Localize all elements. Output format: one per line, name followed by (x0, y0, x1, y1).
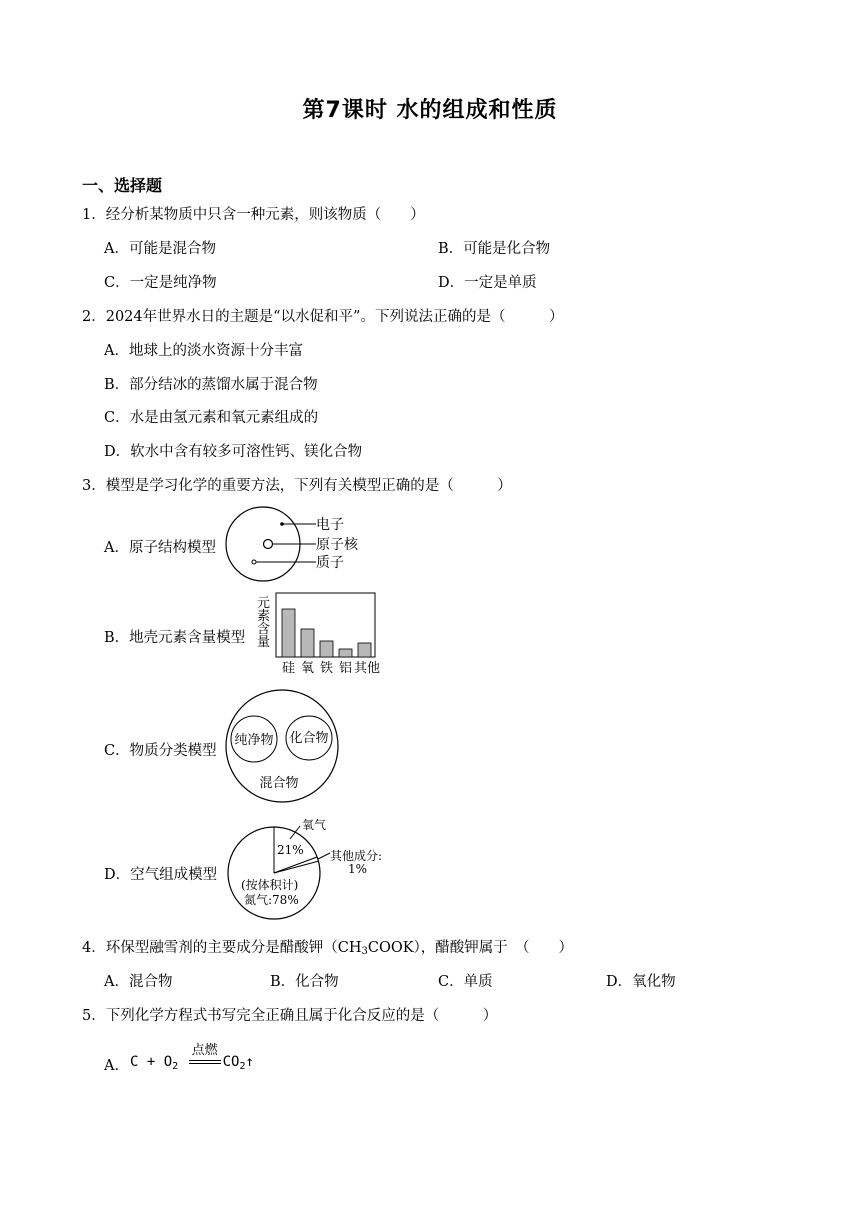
q3-option-b: B．地壳元素含量模型 (104, 630, 246, 646)
label-mixture: 混合物 (259, 776, 299, 791)
section-heading: 一、选择题 (82, 176, 163, 195)
q1-option-a: A．可能是混合物 (104, 241, 216, 257)
q4-stem: 4．环保型融雪剂的主要成分是醋酸钾（CH3COOK），醋酸钾属于 （ ） (82, 940, 574, 957)
pie-label-other-pct: 1% (348, 862, 368, 876)
q1-option-d: D．一定是单质 (438, 275, 537, 291)
reaction-condition: 点燃 (191, 1043, 218, 1058)
q1-option-b: B．可能是化合物 (438, 241, 551, 257)
q5-equation: $C + O_2$ 点燃 $CO_2↑$ (130, 1054, 254, 1072)
pie-label-nitrogen: 氮气:78% (244, 893, 299, 907)
crust-bar-4 (358, 643, 371, 657)
q3-option-c: C．物质分类模型 (104, 743, 217, 759)
pie-label-oxygen: 氧气 (302, 818, 327, 832)
crust-tick-3: 铝 (338, 661, 353, 676)
q1-stem: 1．经分析某物质中只含一种元素，则该物质（ ） (82, 207, 425, 223)
air-composition-pie (224, 815, 394, 915)
label-compound: 化合物 (289, 731, 329, 746)
label-pure: 纯净物 (234, 733, 274, 748)
atom-label-proton: 质子 (316, 555, 344, 571)
crust-tick-4: 其他 (354, 661, 381, 676)
crust-bar-3 (339, 649, 352, 657)
pie-label-oxygen-pct: 21% (277, 843, 304, 857)
q2-option-a: A．地球上的淡水资源十分丰富 (104, 343, 303, 359)
page-title: 第7课时 水的组成和性质 (302, 98, 558, 123)
pie-label-other: 其他成分: (330, 849, 383, 863)
q4-option-b: B．化合物 (270, 974, 339, 990)
q5-stem: 5．下列化学方程式书写完全正确且属于化合反应的是（ ） (82, 1008, 498, 1024)
atom-label-nucleus: 原子核 (316, 537, 358, 553)
crust-ylabel-1: 素 (257, 609, 271, 624)
crust-bar-1 (301, 629, 314, 657)
crust-tick-0: 硅 (281, 661, 296, 676)
q2-stem: 2．2024年世界水日的主题是“以水促和平”。下列说法正确的是（ ） (82, 309, 564, 325)
q3-option-a: A．原子结构模型 (104, 540, 216, 556)
q3-stem: 3．模型是学习化学的重要方法，下列有关模型正确的是（ ） (82, 478, 512, 494)
q4-option-c: C．单质 (438, 974, 493, 990)
q2-option-d: D．软水中含有较多可溶性钙、镁化合物 (104, 444, 363, 460)
atom-label-electron: 电子 (316, 517, 344, 533)
crust-bar-2 (320, 641, 333, 657)
q2-option-b: B．部分结冰的蒸馏水属于混合物 (104, 377, 318, 393)
q2-option-c: C．水是由氢元素和氧元素组成的 (104, 410, 319, 426)
q4-option-a: A．混合物 (104, 974, 173, 990)
crust-ylabel-2: 含 (257, 622, 271, 637)
crust-bar-0 (282, 609, 295, 657)
atom-model-figure (224, 505, 374, 585)
q5-option-a-label: A． (104, 1058, 129, 1074)
pie-label-note: (按体积计) (241, 878, 299, 892)
q3-option-d: D．空气组成模型 (104, 867, 218, 883)
crust-ylabel-0: 元 (257, 596, 271, 611)
q1-option-c: C．一定是纯净物 (104, 275, 217, 291)
crust-tick-1: 氧 (300, 661, 315, 676)
crust-tick-2: 铁 (319, 661, 334, 676)
q4-option-d: D．氧化物 (606, 974, 676, 990)
crust-bar-chart (254, 590, 388, 678)
crust-ylabel-3: 量 (257, 635, 271, 650)
classification-model-figure (224, 688, 344, 808)
